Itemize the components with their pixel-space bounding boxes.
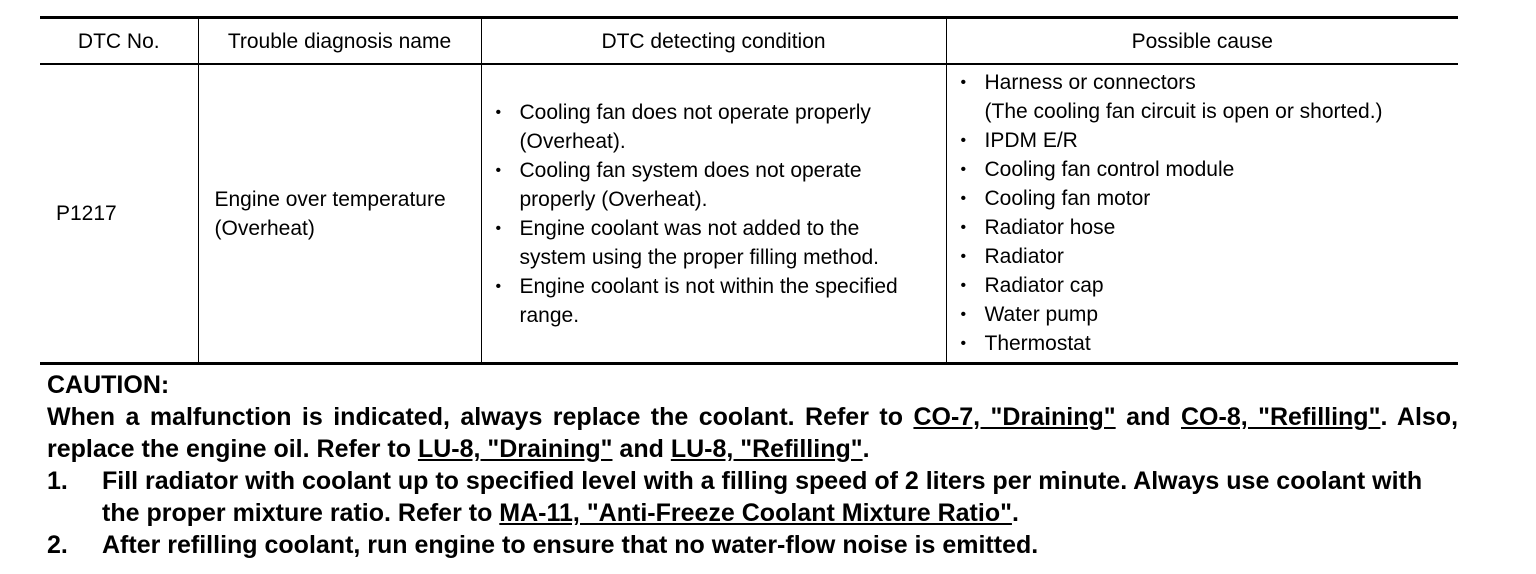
table-row <box>40 64 1458 364</box>
document <box>40 16 1458 561</box>
list-item <box>961 329 1459 358</box>
list-item <box>961 126 1459 155</box>
list-item <box>496 98 940 156</box>
link-lu-8-draining[interactable]: LU-8, "Draining" <box>417 435 613 463</box>
cause-text: • Cooling fan motor <box>984 187 1151 210</box>
link-ma-11-mixture-ratio[interactable]: MA-11, "Anti-Freeze Coolant Mixture Ratio" <box>499 499 1012 527</box>
caution-section <box>47 369 1458 561</box>
condition-text: (Overheat). <box>519 129 626 153</box>
list-item <box>496 272 940 330</box>
list-item <box>47 465 1458 529</box>
caution-text: When a malfunction is indicated, always replace the coolant. Refer to <box>47 403 914 431</box>
cause-text: • Cooling fan control module <box>984 158 1235 181</box>
step-text: . <box>1011 499 1019 527</box>
cause-text: • Radiator <box>984 245 1064 268</box>
detecting-condition-cell <box>481 64 946 364</box>
condition-list <box>496 98 940 330</box>
list-item <box>961 271 1459 300</box>
condition-text: range. <box>519 303 580 327</box>
step-number: 1. <box>47 467 68 495</box>
diagnosis-name-line: (Overheat) <box>214 216 315 240</box>
condition-text: system using the proper filling method. <box>519 245 880 269</box>
cause-text: • Radiator hose <box>984 216 1116 239</box>
list-item <box>496 156 940 214</box>
caution-text: . <box>862 435 870 463</box>
caution-paragraph <box>47 401 1458 465</box>
dtc-table <box>40 16 1458 365</box>
header-dtc-detecting-condition: DTC detecting condition <box>481 18 946 65</box>
condition-text: • Engine coolant was not added to the <box>519 216 860 240</box>
condition-text: • Cooling fan system does not operate <box>519 158 862 182</box>
trouble-diagnosis-name <box>198 64 481 364</box>
caution-text: and <box>612 435 671 463</box>
step-number: 2. <box>47 531 68 559</box>
cause-text: • Thermostat <box>984 332 1091 355</box>
caution-heading: CAUTION: <box>47 371 170 399</box>
cause-text: • Harness or connectors <box>984 71 1196 94</box>
possible-cause-cell <box>946 64 1458 364</box>
step-text: After refilling coolant, run engine to ensure that no water-flow noise is emitted. <box>102 531 1039 559</box>
list-item <box>961 155 1459 184</box>
step-text: Fill radiator with coolant up to specified level with a filling speed of 2 liters per minute. Always use coolant with the proper mixture ratio. Refer to <box>102 467 1423 527</box>
cause-text: • IPDM E/R <box>984 129 1078 152</box>
link-co-7-draining[interactable]: CO-7, "Draining" <box>913 403 1116 431</box>
caution-steps <box>47 465 1458 561</box>
list-item <box>961 300 1459 329</box>
list-item <box>496 214 940 272</box>
caution-text: and <box>1115 403 1181 431</box>
cause-list <box>961 68 1459 358</box>
list-item <box>961 184 1459 213</box>
link-co-8-refilling[interactable]: CO-8, "Refilling" <box>1181 403 1381 431</box>
condition-text: • Cooling fan does not operate properly <box>519 100 871 124</box>
diagnosis-name-line: Engine over temperature <box>214 187 446 211</box>
cause-text: • Radiator cap <box>984 274 1104 297</box>
condition-text: properly (Overheat). <box>519 187 708 211</box>
dtc-number: P1217 <box>56 202 117 225</box>
cause-text: (The cooling fan circuit is open or shorted.) <box>984 100 1383 123</box>
table-header-row <box>40 18 1458 65</box>
cause-text: • Water pump <box>984 303 1099 326</box>
list-item <box>961 242 1459 271</box>
list-item <box>961 68 1459 126</box>
link-lu-8-refilling[interactable]: LU-8, "Refilling" <box>670 435 863 463</box>
header-dtc-no: DTC No. <box>40 18 198 65</box>
list-item <box>961 213 1459 242</box>
header-trouble-diagnosis-name: Trouble diagnosis name <box>198 18 481 65</box>
condition-text: • Engine coolant is not within the specified <box>519 274 898 298</box>
caution-text: . Also, replace the engine oil. Refer to <box>47 403 1459 463</box>
header-possible-cause: Possible cause <box>946 18 1458 65</box>
list-item <box>47 529 1458 561</box>
